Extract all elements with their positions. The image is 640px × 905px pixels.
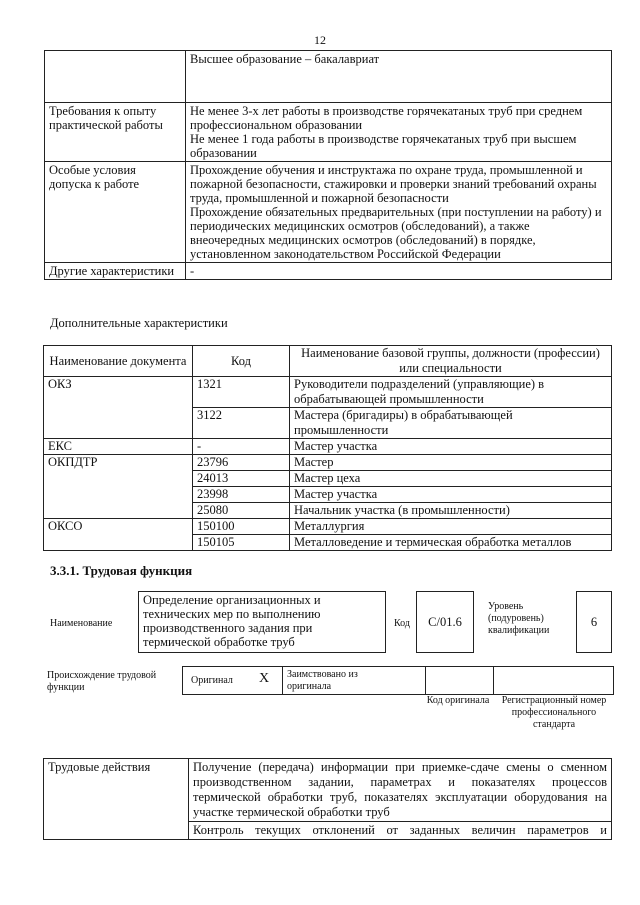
table-row (44, 439, 612, 455)
table-row (45, 263, 612, 280)
function-code: C/01.6 (416, 591, 474, 653)
cell-code: 150105 (193, 535, 290, 551)
code-label: Код (394, 618, 410, 629)
row-value: Не менее 3-х лет работы в производстве горячекатаных труб при среднем профессиональном образовании Не менее 1 года работы в производстве горячекатаных труб при высшем образовании (186, 103, 612, 162)
requirements-table (44, 50, 612, 280)
table-header-row (44, 346, 612, 377)
cell-code: - (193, 439, 290, 455)
header-code: Код (193, 346, 290, 377)
table-row (44, 377, 612, 408)
level-label: Уровень (подуровень) квалификации (488, 601, 550, 636)
table-row (44, 519, 612, 535)
table-row (45, 103, 612, 162)
actions-label: Трудовые действия (44, 759, 189, 840)
level-value: 6 (576, 591, 612, 653)
cell-name: Мастер участка (290, 487, 612, 503)
cell-doc: ЕКС (44, 439, 193, 455)
divider (493, 667, 494, 694)
cell-name: Мастер участка (290, 439, 612, 455)
cell-code: 23796 (193, 455, 290, 471)
row-label: Особые условия допуска к работе (45, 162, 186, 263)
action-item: Получение (передача) информации при приемке-сдаче смены о сменном производственном задании, параметрах и показателях процессов термической обработки труб, показателях эксплуатации оборудования на участке термической обработки труб (189, 759, 612, 822)
cell-code: 3122 (193, 408, 290, 439)
table-row (45, 162, 612, 263)
row-label (45, 51, 186, 103)
cell-code: 24013 (193, 471, 290, 487)
cell-name: Мастер цеха (290, 471, 612, 487)
function-name: Определение организационных и технических мер по выполнению производственного задания при термической обработке труб (138, 591, 386, 653)
row-value: Высшее образование – бакалавриат (186, 51, 612, 103)
cell-code: 150100 (193, 519, 290, 535)
cell-doc: ОКЗ (44, 377, 193, 439)
cell-doc: ОКСО (44, 519, 193, 551)
table-row (44, 455, 612, 471)
action-item: Контроль текущих отклонений от заданных величин параметров и (189, 822, 612, 840)
section-title: 3.3.1. Трудовая функция (50, 563, 193, 578)
cell-name: Начальник участка (в промышленности) (290, 503, 612, 519)
cell-name: Мастер (290, 455, 612, 471)
row-label: Требования к опыту практической работы (45, 103, 186, 162)
table-row (45, 51, 612, 103)
row-label: Другие характеристики (45, 263, 186, 280)
name-label: Наименование (50, 618, 113, 629)
additional-table (43, 345, 612, 551)
cell-name: Мастера (бригадиры) в обрабатывающей промышленности (290, 408, 612, 439)
header-doc: Наименование документа (44, 346, 193, 377)
page-number: 12 (314, 33, 326, 47)
cell-name: Руководители подразделений (управляющие) в обрабатывающей промышленности (290, 377, 612, 408)
origin-table (182, 666, 614, 695)
code-original-caption: Код оригинала (426, 695, 490, 706)
header-name: Наименование базовой группы, должности (профессии) или специальности (290, 346, 612, 377)
table-row (44, 759, 612, 822)
original-mark: X (259, 671, 270, 686)
divider (282, 667, 283, 694)
cell-code: 23998 (193, 487, 290, 503)
origin-label: Происхождение трудовой функции (47, 670, 157, 693)
cell-code: 25080 (193, 503, 290, 519)
cell-doc: ОКПДТР (44, 455, 193, 519)
row-value: - (186, 263, 612, 280)
divider (425, 667, 426, 694)
cell-name: Металловедение и термическая обработка металлов (290, 535, 612, 551)
borrowed-label: Заимствовано из оригинала (287, 669, 358, 692)
original-label: Оригинал (191, 675, 233, 686)
actions-table (43, 758, 612, 840)
row-value: Прохождение обучения и инструктажа по охране труда, промышленной и пожарной безопасности, стажировки и проверки знаний требований охраны труда, промышленной и пожарной безопасности Прохождение обязательных предварительных (при поступлении на работу) и периодических медицинских осмотров (обследований), а также внеочередных медицинских осмотров (обследований) в порядке, установленном законодательством Российской Федерации (186, 162, 612, 263)
reg-number-caption: Регистрационный номер профессионального стандарта (501, 695, 607, 730)
additional-title: Дополнительные характеристики (50, 316, 228, 330)
cell-name: Металлургия (290, 519, 612, 535)
cell-code: 1321 (193, 377, 290, 408)
